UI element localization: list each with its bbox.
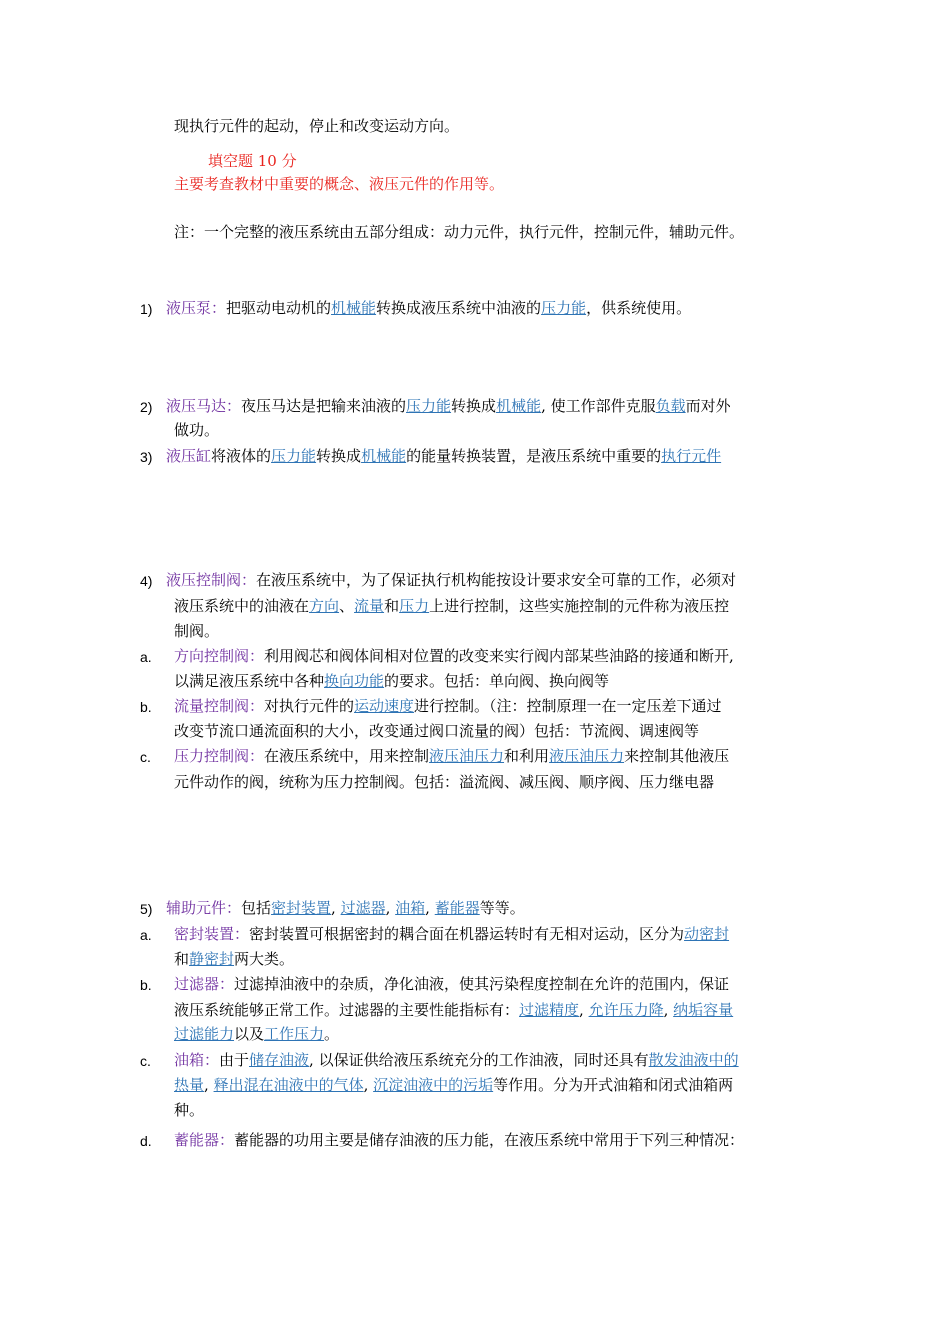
- continuation-text: 做功。: [174, 421, 220, 439]
- list-item-accumulator: [174, 1128, 744, 1152]
- term-label: 液压马达：: [166, 397, 242, 415]
- text: 包括: [241, 899, 272, 917]
- list-marker: a.: [140, 649, 152, 665]
- list-marker: c.: [140, 1053, 151, 1069]
- text: 两大类。: [234, 950, 295, 968]
- text: 蓄能器的功用主要是储存油液的压力能，在液压系统中常用于下列三种情况：: [234, 1131, 745, 1149]
- link[interactable]: 散发油液中的: [648, 1051, 739, 1069]
- text: 转换成液压系统中油液的: [376, 299, 542, 317]
- continuation-line: [174, 669, 609, 693]
- link[interactable]: 压力: [399, 597, 430, 615]
- text: 液压系统能够正常工作。过滤器的主要性能指标有：: [174, 1001, 520, 1019]
- text: 转换成: [316, 447, 362, 465]
- link[interactable]: 储存油液: [249, 1051, 310, 1069]
- separator: ,: [425, 899, 435, 917]
- text: , 以保证供给液压系统充分的工作油液，同时还具有: [309, 1051, 649, 1069]
- list-item-auxiliary: [166, 896, 525, 920]
- link[interactable]: 压力能: [541, 299, 587, 317]
- continuation-text: 改变节流口通流面积的大小，改变通过阀口流量的阀）包括：节流阀、调速阀等: [174, 722, 700, 740]
- text: 来控制其他液压: [624, 747, 730, 765]
- link[interactable]: 过滤精度: [519, 1001, 580, 1019]
- link[interactable]: 机械能: [361, 447, 407, 465]
- link[interactable]: 释出混在油液中的气体: [213, 1076, 364, 1094]
- section-subheading: 主要考查教材中重要的概念、液压元件的作用等。: [174, 175, 505, 193]
- text: 以及: [234, 1025, 265, 1043]
- term-label: 辅助元件：: [166, 899, 242, 917]
- text: 等作用。分为开式油箱和闭式油箱两: [493, 1076, 734, 1094]
- term-label: 液压控制阀：: [166, 571, 257, 589]
- link[interactable]: 动密封: [684, 925, 730, 943]
- term-label: 液压泵：: [166, 299, 227, 317]
- list-marker: b.: [140, 699, 152, 715]
- text: 而对外: [685, 397, 731, 415]
- link[interactable]: 压力能: [406, 397, 452, 415]
- link[interactable]: 机械能: [331, 299, 377, 317]
- term-label: 油箱：: [174, 1051, 220, 1069]
- separator: ,: [331, 899, 341, 917]
- link[interactable]: 工作压力: [264, 1025, 325, 1043]
- link[interactable]: 蓄能器: [434, 899, 480, 917]
- list-item-filter: [174, 972, 729, 996]
- link[interactable]: 负载: [655, 397, 686, 415]
- term-label: 压力控制阀：: [174, 747, 265, 765]
- text: 和: [174, 950, 190, 968]
- list-item-flow-valve: [174, 694, 722, 718]
- text: 。: [324, 1025, 340, 1043]
- separator: ,: [363, 1076, 374, 1094]
- term-label: 蓄能器：: [174, 1131, 235, 1149]
- text: 的能量转换装置，是液压系统中重要的: [406, 447, 662, 465]
- term-label: 流量控制阀：: [174, 697, 265, 715]
- link[interactable]: 流量: [354, 597, 385, 615]
- continuation-text: 制阀。: [174, 622, 220, 640]
- text: 将液体的: [211, 447, 272, 465]
- separator: ,: [385, 899, 396, 917]
- term-label: 液压缸: [166, 447, 212, 465]
- link[interactable]: 密封装置: [271, 899, 332, 917]
- link[interactable]: 油箱: [395, 899, 426, 917]
- continuation-line: [174, 1022, 339, 1046]
- text: 由于: [219, 1051, 250, 1069]
- text: 进行控制。（注：控制原理一在一定压差下通过: [414, 697, 722, 715]
- text: 转换成: [451, 397, 497, 415]
- continuation-line: [174, 998, 733, 1022]
- link[interactable]: 液压油压力: [429, 747, 505, 765]
- continuation-text: 种。: [174, 1101, 205, 1119]
- separator: ,: [579, 1001, 589, 1019]
- list-item-hydraulic-cylinder: [166, 444, 721, 468]
- link[interactable]: 换向功能: [324, 672, 385, 690]
- link[interactable]: 沉淀油液中的污垢: [373, 1076, 494, 1094]
- link[interactable]: 运动速度: [354, 697, 415, 715]
- note-line: 注：一个完整的液压系统由五部分组成：动力元件，执行元件，控制元件，辅助元件。: [174, 223, 745, 241]
- text: 等等。: [479, 899, 525, 917]
- list-marker: c.: [140, 749, 151, 765]
- link[interactable]: 过滤能力: [174, 1025, 235, 1043]
- list-marker: 1): [140, 301, 153, 317]
- text: 上进行控制，这些实施控制的元件称为液压控: [429, 597, 730, 615]
- list-marker: b.: [140, 977, 152, 993]
- text: ，供系统使用。: [586, 299, 692, 317]
- text: 夜压马达是把输来油液的: [241, 397, 407, 415]
- continuation-line: [174, 594, 729, 618]
- term-label: 过滤器：: [174, 975, 235, 993]
- link[interactable]: 液压油压力: [549, 747, 625, 765]
- text: , 使工作部件克服: [541, 397, 656, 415]
- list-marker: 2): [140, 399, 153, 415]
- list-item-hydraulic-pump: [166, 296, 691, 320]
- link[interactable]: 方向: [309, 597, 340, 615]
- continuation-line: [174, 947, 294, 971]
- continuation-line: [174, 1073, 733, 1097]
- text: 密封装置可根据密封的耦合面在机器运转时有无相对运动，区分为: [249, 925, 685, 943]
- list-item-oil-tank: [174, 1048, 739, 1072]
- text: 液压系统中的油液在: [174, 597, 310, 615]
- text: 和利用: [504, 747, 550, 765]
- separator: ,: [663, 1001, 674, 1019]
- list-item-directional-valve: [174, 644, 734, 668]
- text: 利用阀芯和阀体间相对位置的改变来实行阀内部某些油路的接通和断开,: [264, 647, 734, 665]
- text: 在液压系统中，用来控制: [264, 747, 430, 765]
- link[interactable]: 执行元件: [661, 447, 722, 465]
- link[interactable]: 机械能: [496, 397, 542, 415]
- section-heading: 填空题 10 分: [208, 152, 297, 170]
- intro-line: 现执行元件的起动，停止和改变运动方向。: [174, 117, 460, 135]
- link[interactable]: 压力能: [271, 447, 317, 465]
- text: 以满足液压系统中各种: [174, 672, 325, 690]
- list-marker: 3): [140, 449, 153, 465]
- list-item-control-valve: [166, 568, 736, 592]
- list-marker: 5): [140, 901, 153, 917]
- text: 对执行元件的: [264, 697, 355, 715]
- link[interactable]: 热量: [174, 1076, 205, 1094]
- list-item-seal: [174, 922, 729, 946]
- list-marker: a.: [140, 927, 152, 943]
- term-label: 方向控制阀：: [174, 647, 265, 665]
- text: 把驱动电动机的: [226, 299, 332, 317]
- term-label: 密封装置：: [174, 925, 250, 943]
- text: 的要求。包括：单向阀、换向阀等: [384, 672, 610, 690]
- link[interactable]: 过滤器: [340, 899, 386, 917]
- separator: ,: [204, 1076, 214, 1094]
- link[interactable]: 允许压力降: [588, 1001, 664, 1019]
- list-item-pressure-valve: [174, 744, 729, 768]
- text: 在液压系统中，为了保证执行机构能按设计要求安全可靠的工作，必须对: [256, 571, 737, 589]
- list-marker: 4): [140, 573, 153, 589]
- continuation-text: 元件动作的阀，统称为压力控制阀。包括：溢流阀、减压阀、顺序阀、压力继电器: [174, 773, 715, 791]
- list-marker: d.: [140, 1133, 152, 1149]
- link[interactable]: 纳垢容量: [673, 1001, 734, 1019]
- text: 、: [339, 597, 355, 615]
- text: 过滤掉油液中的杂质，净化油液，使其污染程度控制在允许的范围内，保证: [234, 975, 730, 993]
- link[interactable]: 静密封: [189, 950, 235, 968]
- list-item-hydraulic-motor: [166, 394, 731, 418]
- text: 和: [384, 597, 400, 615]
